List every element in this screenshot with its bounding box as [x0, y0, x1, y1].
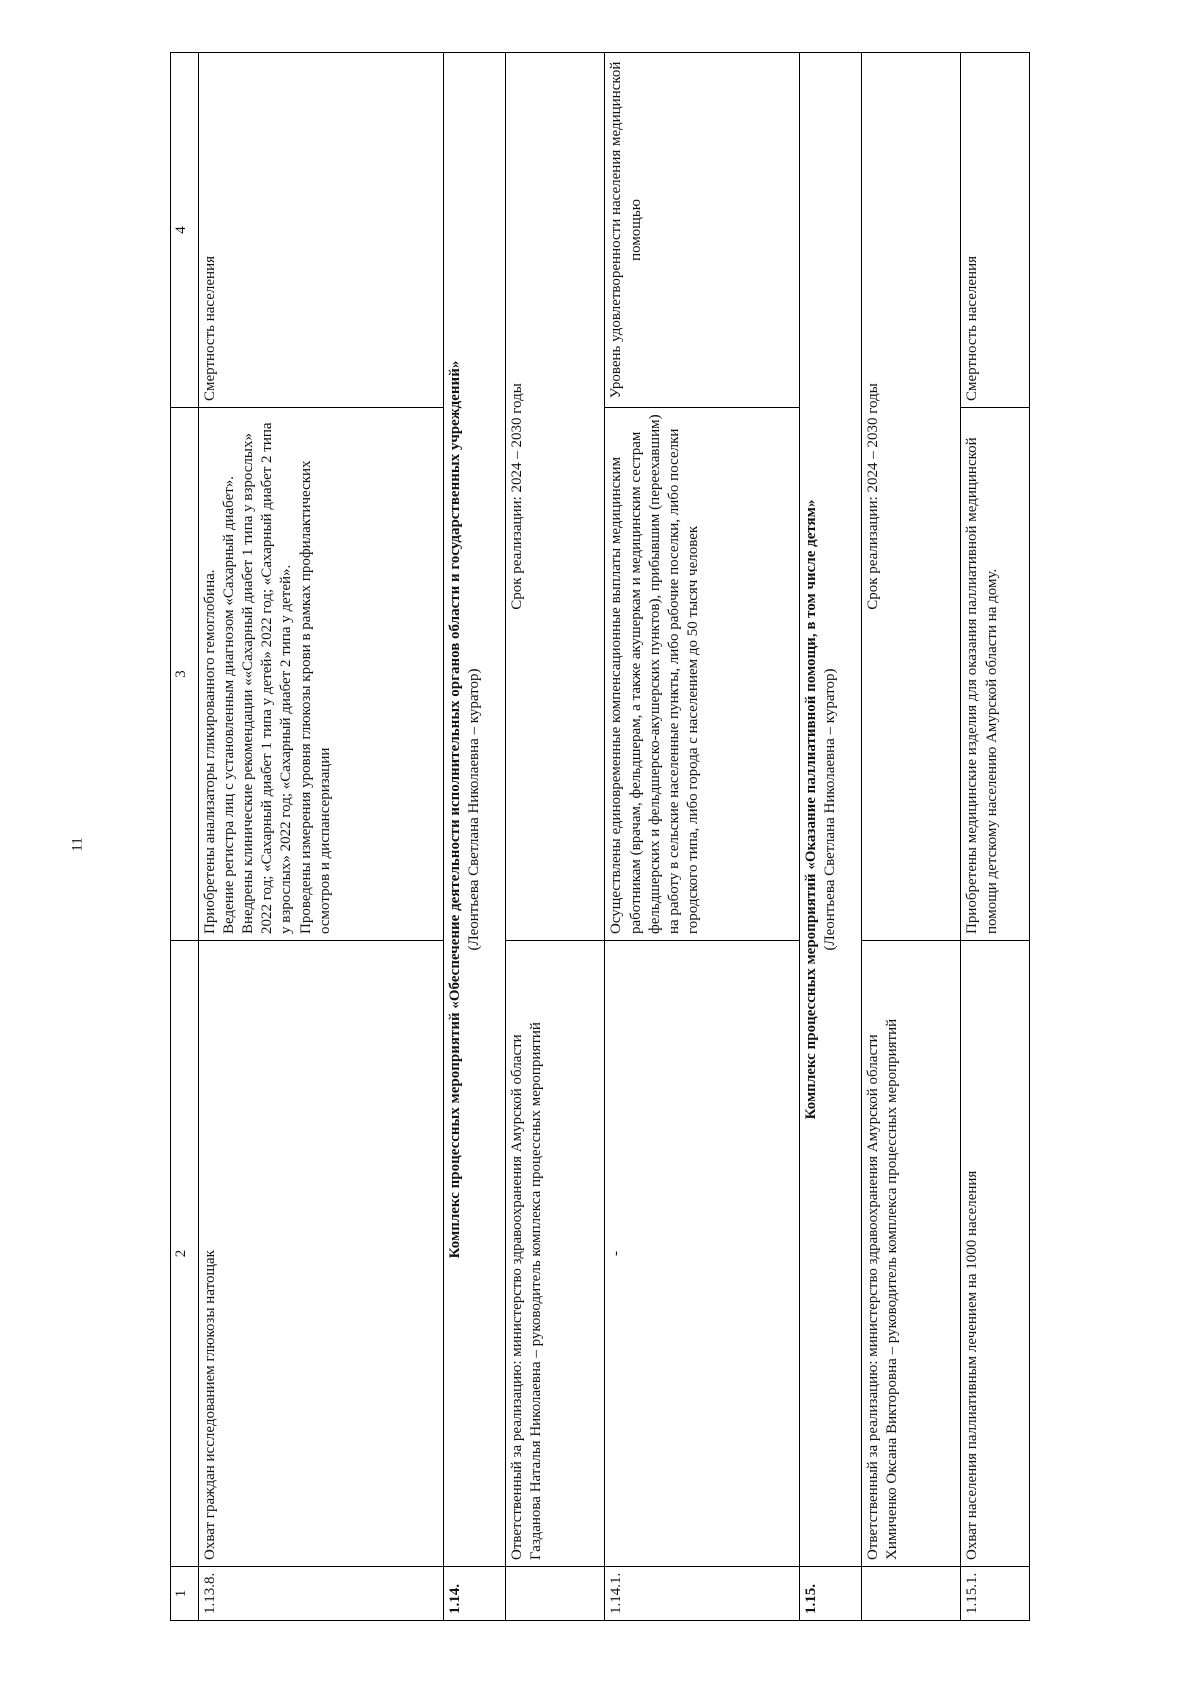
row-number: 1.14.1. [605, 1567, 800, 1621]
row-number: 1.15.1. [961, 1567, 1030, 1621]
result-line: Приобретены анализаторы гликированного гемоглобина. [201, 569, 218, 934]
header-row [171, 53, 199, 1621]
row-number: 1.13.8. [198, 1567, 443, 1621]
responsible-org: Ответственный за реализацию: министерство здравоохранения Амурской области [508, 1034, 525, 1560]
result-cell: Приобретены медицинские изделия для оказания паллиативной медицинской помощи детскому населению Амурской области на дому. [961, 408, 1030, 941]
term-cell: Срок реализации: 2024 – 2030 годы [505, 53, 604, 941]
table-row-1-15-1 [961, 53, 1030, 1621]
responsible-cell [505, 941, 604, 1567]
result-line: Проведены измерения уровня глюкозы крови в рамках профилактических осмотров и диспансеризации [297, 460, 333, 934]
section-number: 1.14. [444, 1567, 506, 1621]
responsible-org: Ответственный за реализацию: министерство здравоохранения Амурской области [864, 1034, 881, 1560]
responsible-head: Химиченко Оксана Викторовна – руководитель комплекса процессных мероприятий [884, 1018, 901, 1560]
header-cell-4: 4 [171, 53, 199, 408]
section-title: Комплекс процессных мероприятий «Оказание паллиативной помощи, в том числе детям» [803, 499, 819, 1120]
result-cell: Осуществлены единовременные компенсационные выплаты медицинским работникам (врачам, фельдшерам, а также акушеркам и медицинским сестрам фельдшерских и фельдшерско-акушерских пунктов), прибывшим (переехавшим) на работу в сельские населенные пункты, либо рабочие поселки, либо поселки городского типа, либо города с населением до 50 тысяч человек [605, 408, 800, 941]
effect-cell: Уровень удовлетворенности населения медицинской помощью [605, 53, 800, 408]
result-line: Ведение регистра лиц с установленным диагнозом «Сахарный диабет». [220, 475, 237, 934]
section-number: 1.15. [800, 1567, 862, 1621]
section-title-cell [800, 53, 862, 1567]
rotated-table-sheet [170, 53, 1030, 1621]
section-title-cell [444, 53, 506, 1567]
term-cell: Срок реализации: 2024 – 2030 годы [861, 53, 960, 941]
responsible-row-1-15 [861, 53, 960, 1621]
program-table [170, 52, 1030, 1621]
empty-cell [861, 1567, 960, 1621]
result-line: Внедрены клинические рекомендации ««Сахарный диабет 1 типа у взрослых» 2022 год; «Сахарный диабет 1 типа у детей» 2022 год; «Сахарный диабет 2 типа у взрослых» 2022 год; «Сахарный диабет 2 типа у детей». [240, 422, 295, 934]
empty-cell [505, 1567, 604, 1621]
responsible-row-1-14 [505, 53, 604, 1621]
header-cell-3: 3 [171, 408, 199, 941]
section-row-1-15 [800, 53, 862, 1621]
responsible-cell [861, 941, 960, 1567]
indicator-cell: Охват населения паллиативным лечением на 1000 населения [961, 941, 1030, 1567]
section-curator: (Леонтьева Светлана Николаевна – куратор) [822, 668, 839, 951]
effect-cell: Смертность населения [961, 53, 1030, 408]
responsible-head: Газданова Наталья Николаевна – руководитель комплекса процессных мероприятий [528, 1022, 545, 1560]
table-row-1-14-1 [605, 53, 800, 1621]
section-row-1-14 [444, 53, 506, 1621]
section-curator: (Леонтьева Светлана Николаевна – куратор) [466, 668, 483, 951]
indicator-cell: Охват граждан исследованием глюкозы натощак [198, 941, 443, 1567]
result-cell [198, 408, 443, 941]
table-row-1-13-8 [198, 53, 443, 1621]
page-number: 11 [69, 837, 86, 852]
effect-cell: Смертность населения [198, 53, 443, 408]
section-title: Комплекс процессных мероприятий «Обеспечение деятельности исполнительных органов области и государственных учреждений» [447, 360, 464, 1259]
indicator-cell: - [605, 941, 800, 1567]
header-cell-2: 2 [171, 941, 199, 1567]
header-cell-1: 1 [171, 1567, 199, 1621]
